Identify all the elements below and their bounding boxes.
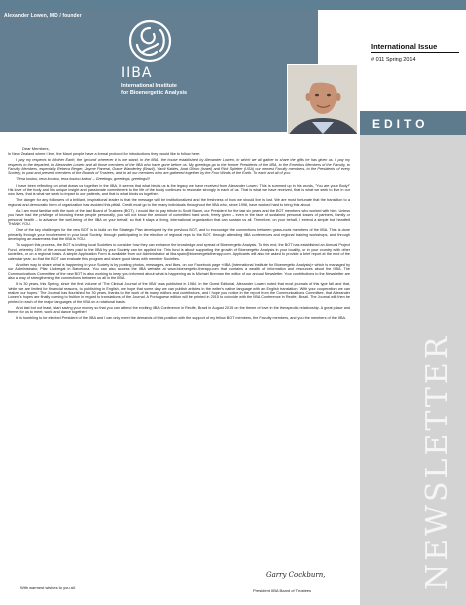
paragraph-project-fund: To support this process, the BOT is inviting local Societies to consider how they can enhance the knowledge and spread of Bioenergetic Analysis. To this end, the BOT has established an Annual Project Fund, whereby 15% of the annual fees paid to the IIBA by your Society can be applied for. This fund is about supporting the growth of Bioenergetic Analysis in your locality, or in your country with other societies, or on a regional basis. A simple Application Form is available from our Administrator at iiba.spain@bioenergetictherapy.com. Applicants will also be asked to provide a brief report at the end of the calendar year, so that the BOT can evaluate this program and share good ideas with member Societies. bbox=[8, 243, 350, 261]
paragraph-legacy: I have been reflecting on what draws us together in the IIBA. It seems that what binds us is the legacy we have received from Alexander Lowen. This is summed up in his words, "You are your Body!" His love of the body and his unique insight and passionate commitment to the life of the body continues to resonate strongly in each of us. That is what we have received, that is what we seek to live in our own lives, that is what we seek to impart to our patients, and that is what binds us together. bbox=[8, 183, 350, 197]
iiba-logo-icon bbox=[127, 18, 173, 64]
section-title: EDITO bbox=[372, 117, 429, 131]
greeting: Dear Members, bbox=[22, 146, 50, 151]
closing: With warmest wishes to you all. bbox=[20, 585, 76, 590]
signature-title: President IIBA Board of Trustees bbox=[253, 588, 312, 593]
paragraph-maori-greeting: 'Tena koutou, tena koutou, tena koutou katoa' – Greetings, greetings, greetings!!! bbox=[16, 177, 151, 182]
paragraph-facebook: Another way to share what is happening in your Society is by posting photos, messages, and likes, on our Facebook page «IIBA (International Institute for Bioenergetic Analysis)» which is managed by our Administrator, Pilar Llobregat in Barcelona. You can also access the IIBA website at www.bioenergetic-therapy.com that contains a wealth of information and resources about the IIBA. The Communications Committee of the new BOT is also working to keep you informed about what is happening as is Michael Brennan the editor of our annual Newsletter. Your contributions to the Newsletter are also a way of strengthening the connections between us all in the IIBA. bbox=[8, 262, 350, 281]
paragraph-journal: It is 30 years, this Spring, since the first volume of 'The Clinical Journal of the IIBA' was published in 1984. In the Guest Editorial, Alexander Lowen noted that most journals of this type fall and that, 'while we are limited for financial reasons, to publishing in English, we hope that some day we can publish articles in the writer's native language with an English translation. With your cooperation we can realize our hopes.' The Journal has flourished for 30 years, thanks to the work of its many editors and contributors, and I hope you notice in the report from the Communications Committee, that Alexander Lowen's hopes are finally coming to fruition in regard to translations of the Journal. A Portuguese edition will be printed in 2015 to coincide with the IIBA Conference in Recife, Brazil. The Journal will then be printed in each of the major languages of the IIBA on a rotational basis. bbox=[8, 282, 350, 304]
paragraph-intro: In New Zealand where I live, the Maori people have a formal protocol for introductions they would like to follow here: bbox=[8, 152, 201, 156]
paragraph-danger: The danger for any followers of a brilliant, inspirational leader is that the message will be institutionalized and the freshness of how we should live is lost. We are most fortunate that the transition to a regional and democratic form of organization has avoided this pitfall. Credit must go to the many individuals throughout the IIBA who, since 1996, have worked hard to bring this about. bbox=[8, 198, 350, 207]
author-portrait bbox=[287, 64, 358, 135]
paragraph-tribute: As I am most familiar with the work of the last Board of Trustees (BOT), I would like to pay tribute to Scott Baum, our President for the last six years and the BOT members who worked with him. Unless you have had the privilege of knowing these people personally, you will not know the amount of committed hard work, freely given – even in the face of sustained personal losses of partners, family or personal health – to advance the well-being of the IIBA on your behalf, so that it stays a living, international organization that can sustain us all. Therefore, on your behalf, I extend a simple but heartfelt THANK YOU. bbox=[8, 208, 350, 227]
editorial-body bbox=[8, 152, 350, 323]
vertical-newsletter-label: NEWSLETTER bbox=[420, 333, 455, 590]
issue-title: International Issue bbox=[371, 42, 438, 51]
logo-subtitle-line2: for Bioenergetic Analysis bbox=[121, 90, 188, 96]
top-band bbox=[0, 0, 466, 10]
issue-divider bbox=[371, 52, 459, 53]
logo-subtitle-line1: International Institute bbox=[121, 83, 177, 89]
paragraph-humbling: It is humbling to be elected President of the IIBA and I can only meet the demands of this position with the support of my fellow BOT members, the Faculty members, and you the members of the IIBA. bbox=[16, 316, 347, 321]
paragraph-conference: And last but not least, start saving your money so that you can attend the exciting IIBA Conference in Recife, Brazil in August 2015 on the theme of love in the therapeutic relationship. A great place and theme for us to meet, work and dance together! bbox=[8, 305, 350, 315]
paragraph-greeting: I pay my respects to Mother Earth, the 'ground' wherever it is we stand, to the IIBA, the house established by Alexander Lowen, in which we all gather to share the gifts he has given us. I pay my respects to the departed, to Alexander Lowen and all those members of the IIBA who have gone before us. My greetings go to the former Presidents of the IIBA, to the Emeritus Members of the Faculty, to Faculty Members, especially Rebeca Berger, Jayme Panerai, Grace Wanderley (Brazil), Yardi Kaldes, Anat Glhon (Israel) and Rick Spletter (USA) our newest Faculty members, to the Presidents of every Society, to past and present members of the Boards of Trustees, and to all our members who are gathered together by the Four Winds of the Earth. To each and all of you: bbox=[8, 158, 350, 176]
founder-credit: Alexander Lowen, MD / founder bbox=[4, 13, 82, 19]
signature: Garry Cockburn, bbox=[266, 571, 326, 579]
issue-number: # 011 Spring 2014 bbox=[371, 57, 416, 63]
portrait-image bbox=[288, 65, 358, 135]
logo-wordmark: IIBA bbox=[121, 65, 153, 81]
paragraph-challenges: One of the key challenges for the new BOT is to build on the Strategic Plan developed by the previous BOT, and to encourage the connections between grass-roots members of the IIBA. This is done primarily through your involvement in your local Society, through participating in the election of regional reps to the BOT, through attending IIBA conferences and regional training workshops, and through developing an awareness that the IIBA is YOU. bbox=[8, 228, 350, 242]
